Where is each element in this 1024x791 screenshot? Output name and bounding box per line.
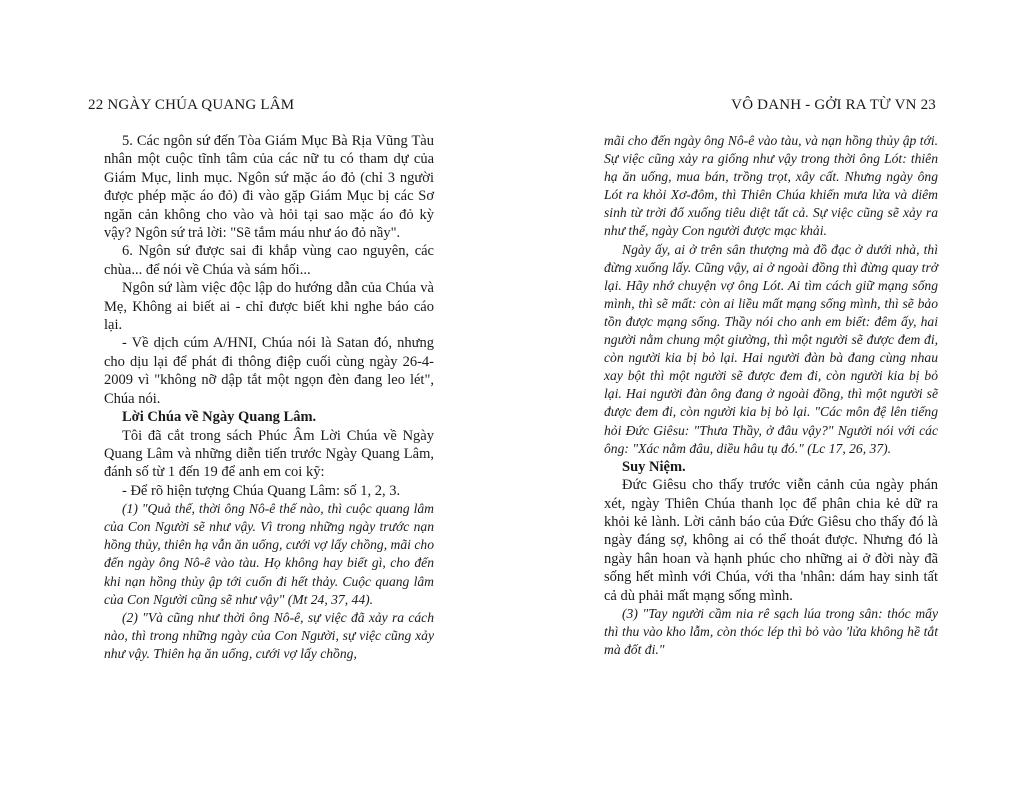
page-header-right: VÔ DANH - GỞI RA TỪ VN 23: [731, 97, 936, 113]
left-text-column: [104, 132, 434, 663]
paragraph: Ngôn sứ làm việc độc lập do hướng dẫn của Chúa và Mẹ, Không ai biết ai - chỉ được biết khi nghe báo cáo lại.: [104, 280, 434, 334]
scripture-quote: mãi cho đến ngày ông Nô-ê vào tàu, và nạn hồng thủy ập tới. Sự việc cũng xảy ra giống như vậy trong thời ông Lót: thiên hạ ăn uống, mua bán, trồng trọt, xây cất. Nhưng ngày ông Lót ra khỏi Xơ-đôm, thì Thiên Chúa khiến mưa lửa và diêm sinh từ trời đổ xuống tiêu diệt tất cả. Sự việc cũng sẽ xảy ra như thế, ngày Con người được mạc khải.: [604, 133, 938, 239]
paragraph: 6. Ngôn sứ được sai đi khắp vùng cao nguyên, các chùa... để nói về Chúa và sám hối...: [104, 243, 434, 278]
scripture-quote: (2) "Và cũng như thời ông Nô-ê, sự việc đã xảy ra cách nào, thì trong những ngày của Con Người, sự việc cũng xảy như vậy. Thiên hạ ăn uống, cưới vợ lấy chồng,: [104, 609, 434, 661]
right-page: [512, 0, 1024, 791]
paragraph: - Để rõ hiện tượng Chúa Quang Lâm: số 1, 2, 3.: [122, 482, 401, 499]
page-header-left: 22 NGÀY CHÚA QUANG LÂM: [88, 97, 295, 113]
paragraph: 5. Các ngôn sứ đến Tòa Giám Mục Bà Rịa Vũng Tàu nhân một cuộc tĩnh tâm của các nữ tu có tham dự của Giám Mục, linh mục. Ngôn sứ mặc áo đỏ (chỉ 3 người được phép mặc áo đỏ) đi vào gặp Giám Mục bị các Sơ ngăn cản không cho vào và hỏi tại sao mặc áo đỏ kỳ vậy? Ngôn sứ trả lời: "Sẽ tắm máu như áo đỏ nầy".: [104, 133, 434, 242]
scripture-quote: (3) "Tay người cầm nia rê sạch lúa trong sân: thóc mẩy thì thu vào kho lẫm, còn thóc lép thì bỏ vào 'lửa không hề tắt mà đốt đi.": [604, 605, 938, 658]
section-heading: Lời Chúa về Ngày Quang Lâm.: [122, 409, 317, 426]
section-heading: Suy Niệm.: [622, 458, 686, 475]
paragraph: Đức Giêsu cho thấy trước viễn cảnh của ngày phán xét, ngày Thiên Chúa thanh lọc để phân chia kẻ dữ ra khỏi kẻ lành. Lời cảnh báo của Đức Giêsu cho thấy đó là ngày đáng sợ, không ai có thể thoát được. Nhưng đó là ngày hân hoan và hạnh phúc cho những ai ở đời này đã sống hết mình với Chúa, với tha 'nhân: dám hay sinh tất cả dù phải mất mạng sống mình.: [604, 477, 938, 604]
paragraph: Tôi đã cắt trong sách Phúc Âm Lời Chúa về Ngày Quang Lâm và những diễn tiến trước Ngày Quang Lâm, đánh số từ 1 đến 19 để anh em coi kỹ:: [104, 427, 434, 481]
scripture-quote: (1) "Quả thế, thời ông Nô-ê thế nào, thì cuộc quang lâm của Con Người sẽ như vậy. Vì trong những ngày trước nạn hồng thủy, thiên hạ vẫn ăn uống, cưới vợ lấy chồng, mãi cho đến ngày ông Nô-ê vào tàu. Họ không hay biết gì, cho đến khi nạn hồng thủy ập tới cuốn đi hết thảy. Cuộc quang lâm của Con Người cũng sẽ như vậy" (Mt 24, 37, 44).: [104, 501, 434, 607]
right-text-column: [604, 132, 938, 659]
paragraph: - Về dịch cúm A/HNI, Chúa nói là Satan đó, nhưng cho dịu lại để phát đi thông điệp cuối cùng ngày 26-4-2009 vì "không nỡ dập tắt một ngọn đèn đang leo lét", Chúa nói.: [104, 335, 434, 407]
scripture-quote: Ngày ấy, ai ở trên sân thượng mà đồ đạc ở dưới nhà, thì đừng xuống lấy. Cũng vậy, ai ở ngoài đồng thì đừng quay trở lại. Hãy nhớ chuyện vợ ông Lót. Ai tìm cách giữ mạng sống mình, thì sẽ mất: còn ai liều mất mạng sống mình, thì sẽ bảo tồn được mạng sống. Thầy nói cho anh em biết: đêm ấy, hai người nằm chung một giường, thì một người sẽ được đem đi, còn người kia bị bỏ lại. Hai người đàn bà đang cùng nhau xay bột thì một người sẽ được đem đi, còn người kia bị bỏ lại. Hai người đàn ông đang ở ngoài đồng, thì một người sẽ được đem đi, còn người kia bị bỏ lại. "Các môn đệ lên tiếng hỏi Đức Giêsu: "Thưa Thầy, ở đâu vậy?" Người nói với các ông: "Xác nằm đâu, diều hâu tụ đó." (Lc 17, 26, 37).: [604, 241, 938, 456]
